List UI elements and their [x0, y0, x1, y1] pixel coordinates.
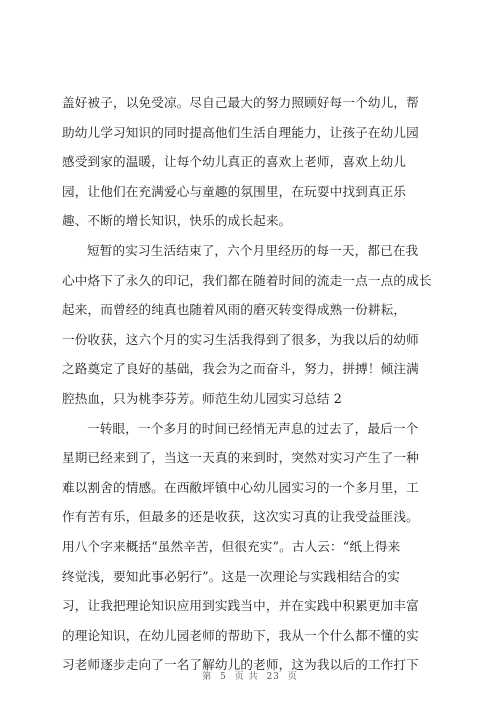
- text-line: 难以割舍的情感。在西敝坪镇中心幼儿园实习的一个多月里，工: [62, 479, 419, 495]
- paragraph-start-line: 一转眼，一个多月的时间已经悄无声息的过去了，最后一个: [87, 420, 419, 436]
- text-line: 腔热血，只为桃李芬芳。师范生幼儿园实习总结 2: [62, 390, 342, 406]
- page-label-suffix: 页: [287, 672, 298, 682]
- text-line: 作有苦有乐，但最多的还是收获，这次实习真的让我受益匪浅。: [62, 509, 419, 525]
- document-body: [62, 88, 438, 680]
- text-line: 星期已经来到了，当这一天真的来到时，突然对实习产生了一种: [62, 450, 419, 466]
- text-line: 趣、不断的增长知识，快乐的成长起来。: [62, 213, 292, 229]
- text-line: 园，让他们在充满爱心与童趣的氛围里，在玩耍中找到真正乐: [62, 183, 407, 199]
- text-line: 盖好被子，以免受凉。尽自己最大的努力照顾好每一个幼儿，帮: [62, 95, 419, 110]
- text-line: 习，让我把理论知识应用到实践当中，并在实践中积累更加丰富: [62, 598, 419, 614]
- page-footer: [0, 669, 500, 682]
- text-line: 一份收获，这六个月的实习生活我得到了很多，为我以后的幼师: [62, 331, 419, 347]
- total-pages-number: 23: [266, 672, 280, 682]
- text-line: 助幼儿学习知识的同时提高他们生活自理能力，让孩子在幼儿园: [62, 124, 419, 140]
- page-label-mid: 页 共: [234, 672, 259, 682]
- text-line: 心中烙下了永久的印记，我们都在随着时间的流走一点一点的成长: [62, 272, 432, 288]
- text-line: 用八个字来概括“虽然辛苦，但很充实”。古人云：“纸上得来: [62, 538, 401, 554]
- text-line: 终觉浅，要知此事必躬行”。这是一次理论与实践相结合的实: [62, 568, 400, 584]
- text-line: 习老师逐步走向了一名了解幼儿的老师，这为我以后的工作打下: [62, 657, 419, 673]
- paragraph-start-line: 短暂的实习生活结束了，六个月里经历的每一天，都已在我: [87, 242, 419, 258]
- current-page-number: 5: [220, 672, 227, 682]
- text-line: 起来，而曾经的纯真也随着风雨的磨灭转变得成熟一份耕耘，: [62, 302, 407, 318]
- text-line: 之路奠定了良好的基础，我会为之而奋斗，努力，拼搏！倾注满: [62, 361, 419, 377]
- text-line: 的理论知识，在幼儿园老师的帮助下，我从一个什么都不懂的实: [62, 627, 419, 643]
- page-label-prefix: 第: [202, 672, 213, 682]
- text-line: 感受到家的温暖，让每个幼儿真正的喜欢上老师，喜欢上幼儿: [62, 154, 407, 170]
